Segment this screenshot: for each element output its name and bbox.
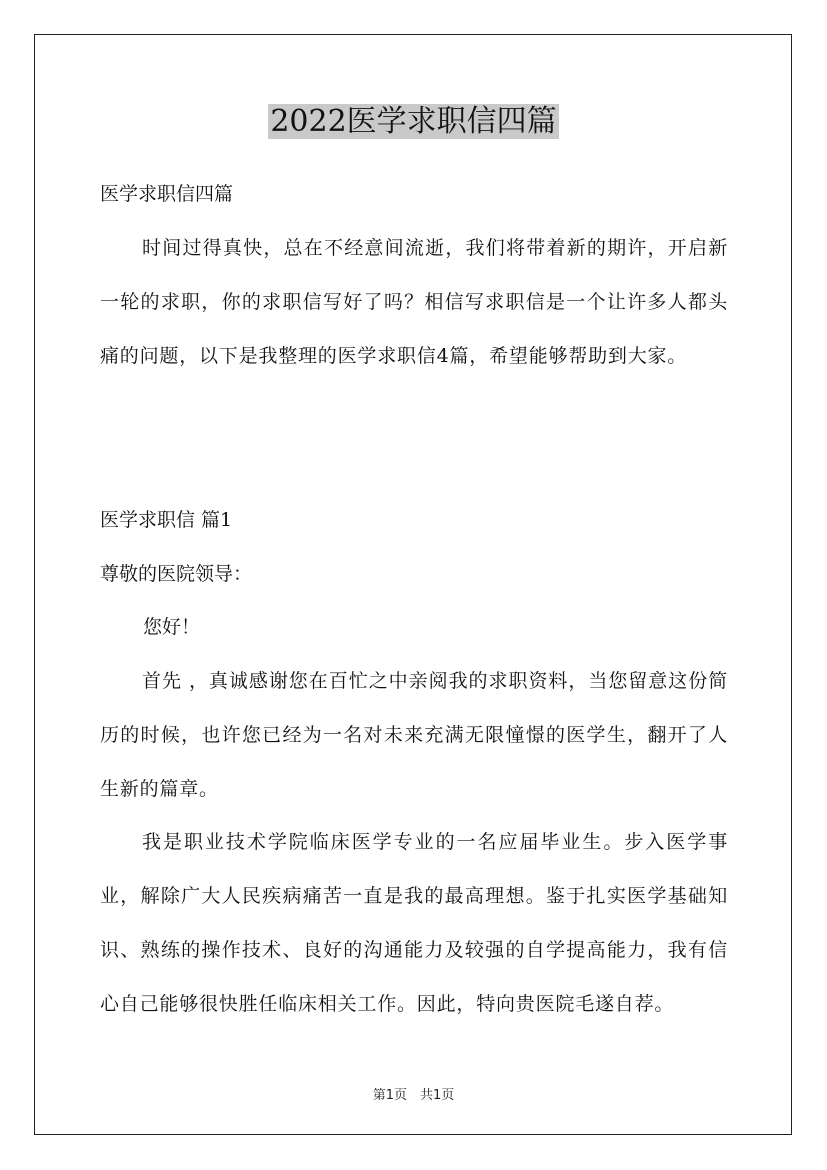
letter1-paragraph-1: 首先 ，真诚感谢您在百忙之中亲阅我的求职资料，当您留意这份简历的时候，也许您已经为一名对未来充满无限憧憬的医学生，翻开了人生新的篇章。: [100, 670, 728, 800]
letter1-paragraph-2: 我是职业技术学院临床医学专业的一名应届毕业生。步入医学事业，解除广大人民疾病痛苦一直是我的最高理想。鉴于扎实医学基础知识、熟练的操作技术、良好的沟通能力及较强的自学提高能力，我有信心自己能够很快胜任临床相关工作。因此，特向贵医院毛遂自荐。: [100, 831, 728, 1015]
letter1-salutation: 尊敬的医院领导：: [100, 563, 253, 585]
page-footer: 第1页 共1页: [372, 1088, 455, 1103]
intro-paragraph: 时间过得真快，总在不经意间流逝，我们将带着新的期许，开启新一轮的求职，你的求职信写好了吗？相信写求职信是一个让许多人都头痛的问题，以下是我整理的医学求职信4篇，希望能够帮助到大家。: [100, 237, 728, 367]
document-subtitle: 医学求职信四篇: [100, 183, 234, 205]
document-title-text: 2022医学求职信四篇: [270, 104, 557, 139]
letter1-heading: 医学求职信 篇1: [100, 509, 233, 531]
letter1-greeting: 您好！: [143, 616, 201, 638]
document-title: [0, 100, 827, 144]
